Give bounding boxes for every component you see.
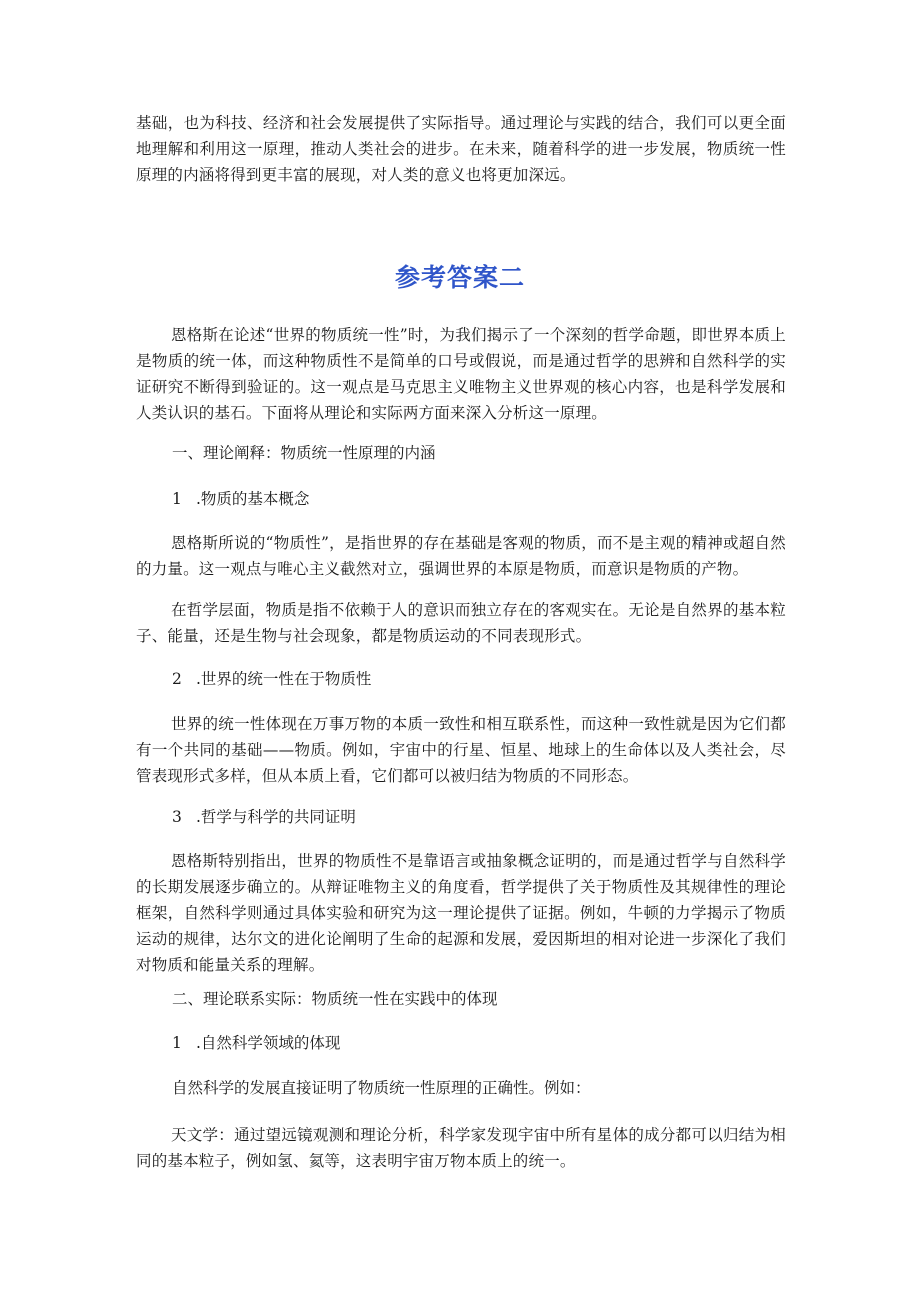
section1-item3-heading: [172, 804, 356, 830]
section1-item2-heading: [172, 666, 371, 692]
item-number: 1: [172, 1034, 182, 1052]
item-title: .自然科学领域的体现: [196, 1034, 341, 1052]
section2-title: 二、理论联系实际：物质统一性在实践中的体现: [172, 990, 498, 1008]
item-title: .世界的统一性在于物质性: [196, 670, 372, 688]
item-title: .哲学与科学的共同证明: [196, 808, 356, 826]
item-number: 2: [172, 670, 182, 688]
item-number: 1: [172, 490, 182, 508]
section2-item1-para1: 自然科学的发展直接证明了物质统一性原理的正确性。例如：: [172, 1079, 591, 1097]
section2-item1-para2: 天文学：通过望远镜观测和理论分析，科学家发现宇宙中所有星体的成分都可以归结为相同的基本粒子，例如氢、氦等，这表明宇宙万物本质上的统一。: [136, 1126, 786, 1170]
section1-item1-para2: 在哲学层面，物质是指不依赖于人的意识而独立存在的客观实在。无论是自然界的基本粒子、能量，还是生物与社会现象，都是物质运动的不同表现形式。: [136, 601, 786, 645]
section2-item1-heading: [172, 1030, 340, 1056]
section-heading: 参考答案二: [394, 263, 525, 292]
item-number: 3: [172, 808, 182, 826]
section1-item2-para1: 世界的统一性体现在万事万物的本质一致性和相互联系性，而这种一致性就是因为它们都有一个共同的基础——物质。例如，宇宙中的行星、恒星、地球上的生命体以及人类社会，尽管表现形式多样，但从本质上看，它们都可以被归结为物质的不同形态。: [136, 715, 786, 785]
section1-title: 一、理论阐释：物质统一性原理的内涵: [172, 444, 436, 462]
item-title: .物质的基本概念: [196, 490, 310, 508]
section1-item1-heading: [172, 486, 309, 512]
continuation-paragraph: 基础，也为科技、经济和社会发展提供了实际指导。通过理论与实践的结合，我们可以更全面地理解和利用这一原理，推动人类社会的进步。在未来，随着科学的进一步发展，物质统一性原理的内涵将得到更丰富的展现，对人类的意义也将更加深远。: [136, 114, 786, 184]
intro-paragraph: 恩格斯在论述“世界的物质统一性”时，为我们揭示了一个深刻的哲学命题，即世界本质上是物质的统一体，而这种物质性不是简单的口号或假说，而是通过哲学的思辨和自然科学的实证研究不断得到验证的。这一观点是马克思主义唯物主义世界观的核心内容，也是科学发展和人类认识的基石。下面将从理论和实际两方面来深入分析这一原理。: [136, 326, 786, 422]
section1-item3-para1: 恩格斯特别指出，世界的物质性不是靠语言或抽象概念证明的，而是通过哲学与自然科学的长期发展逐步确立的。从辩证唯物主义的角度看，哲学提供了关于物质性及其规律性的理论框架，自然科学则通过具体实验和研究为这一理论提供了证据。例如，牛顿的力学揭示了物质运动的规律，达尔文的进化论阐明了生命的起源和发展，爱因斯坦的相对论进一步深化了我们对物质和能量关系的理解。: [136, 852, 786, 974]
section1-item1-para1: 恩格斯所说的“物质性”，是指世界的存在基础是客观的物质，而不是主观的精神或超自然的力量。这一观点与唯心主义截然对立，强调世界的本原是物质，而意识是物质的产物。: [136, 534, 786, 578]
